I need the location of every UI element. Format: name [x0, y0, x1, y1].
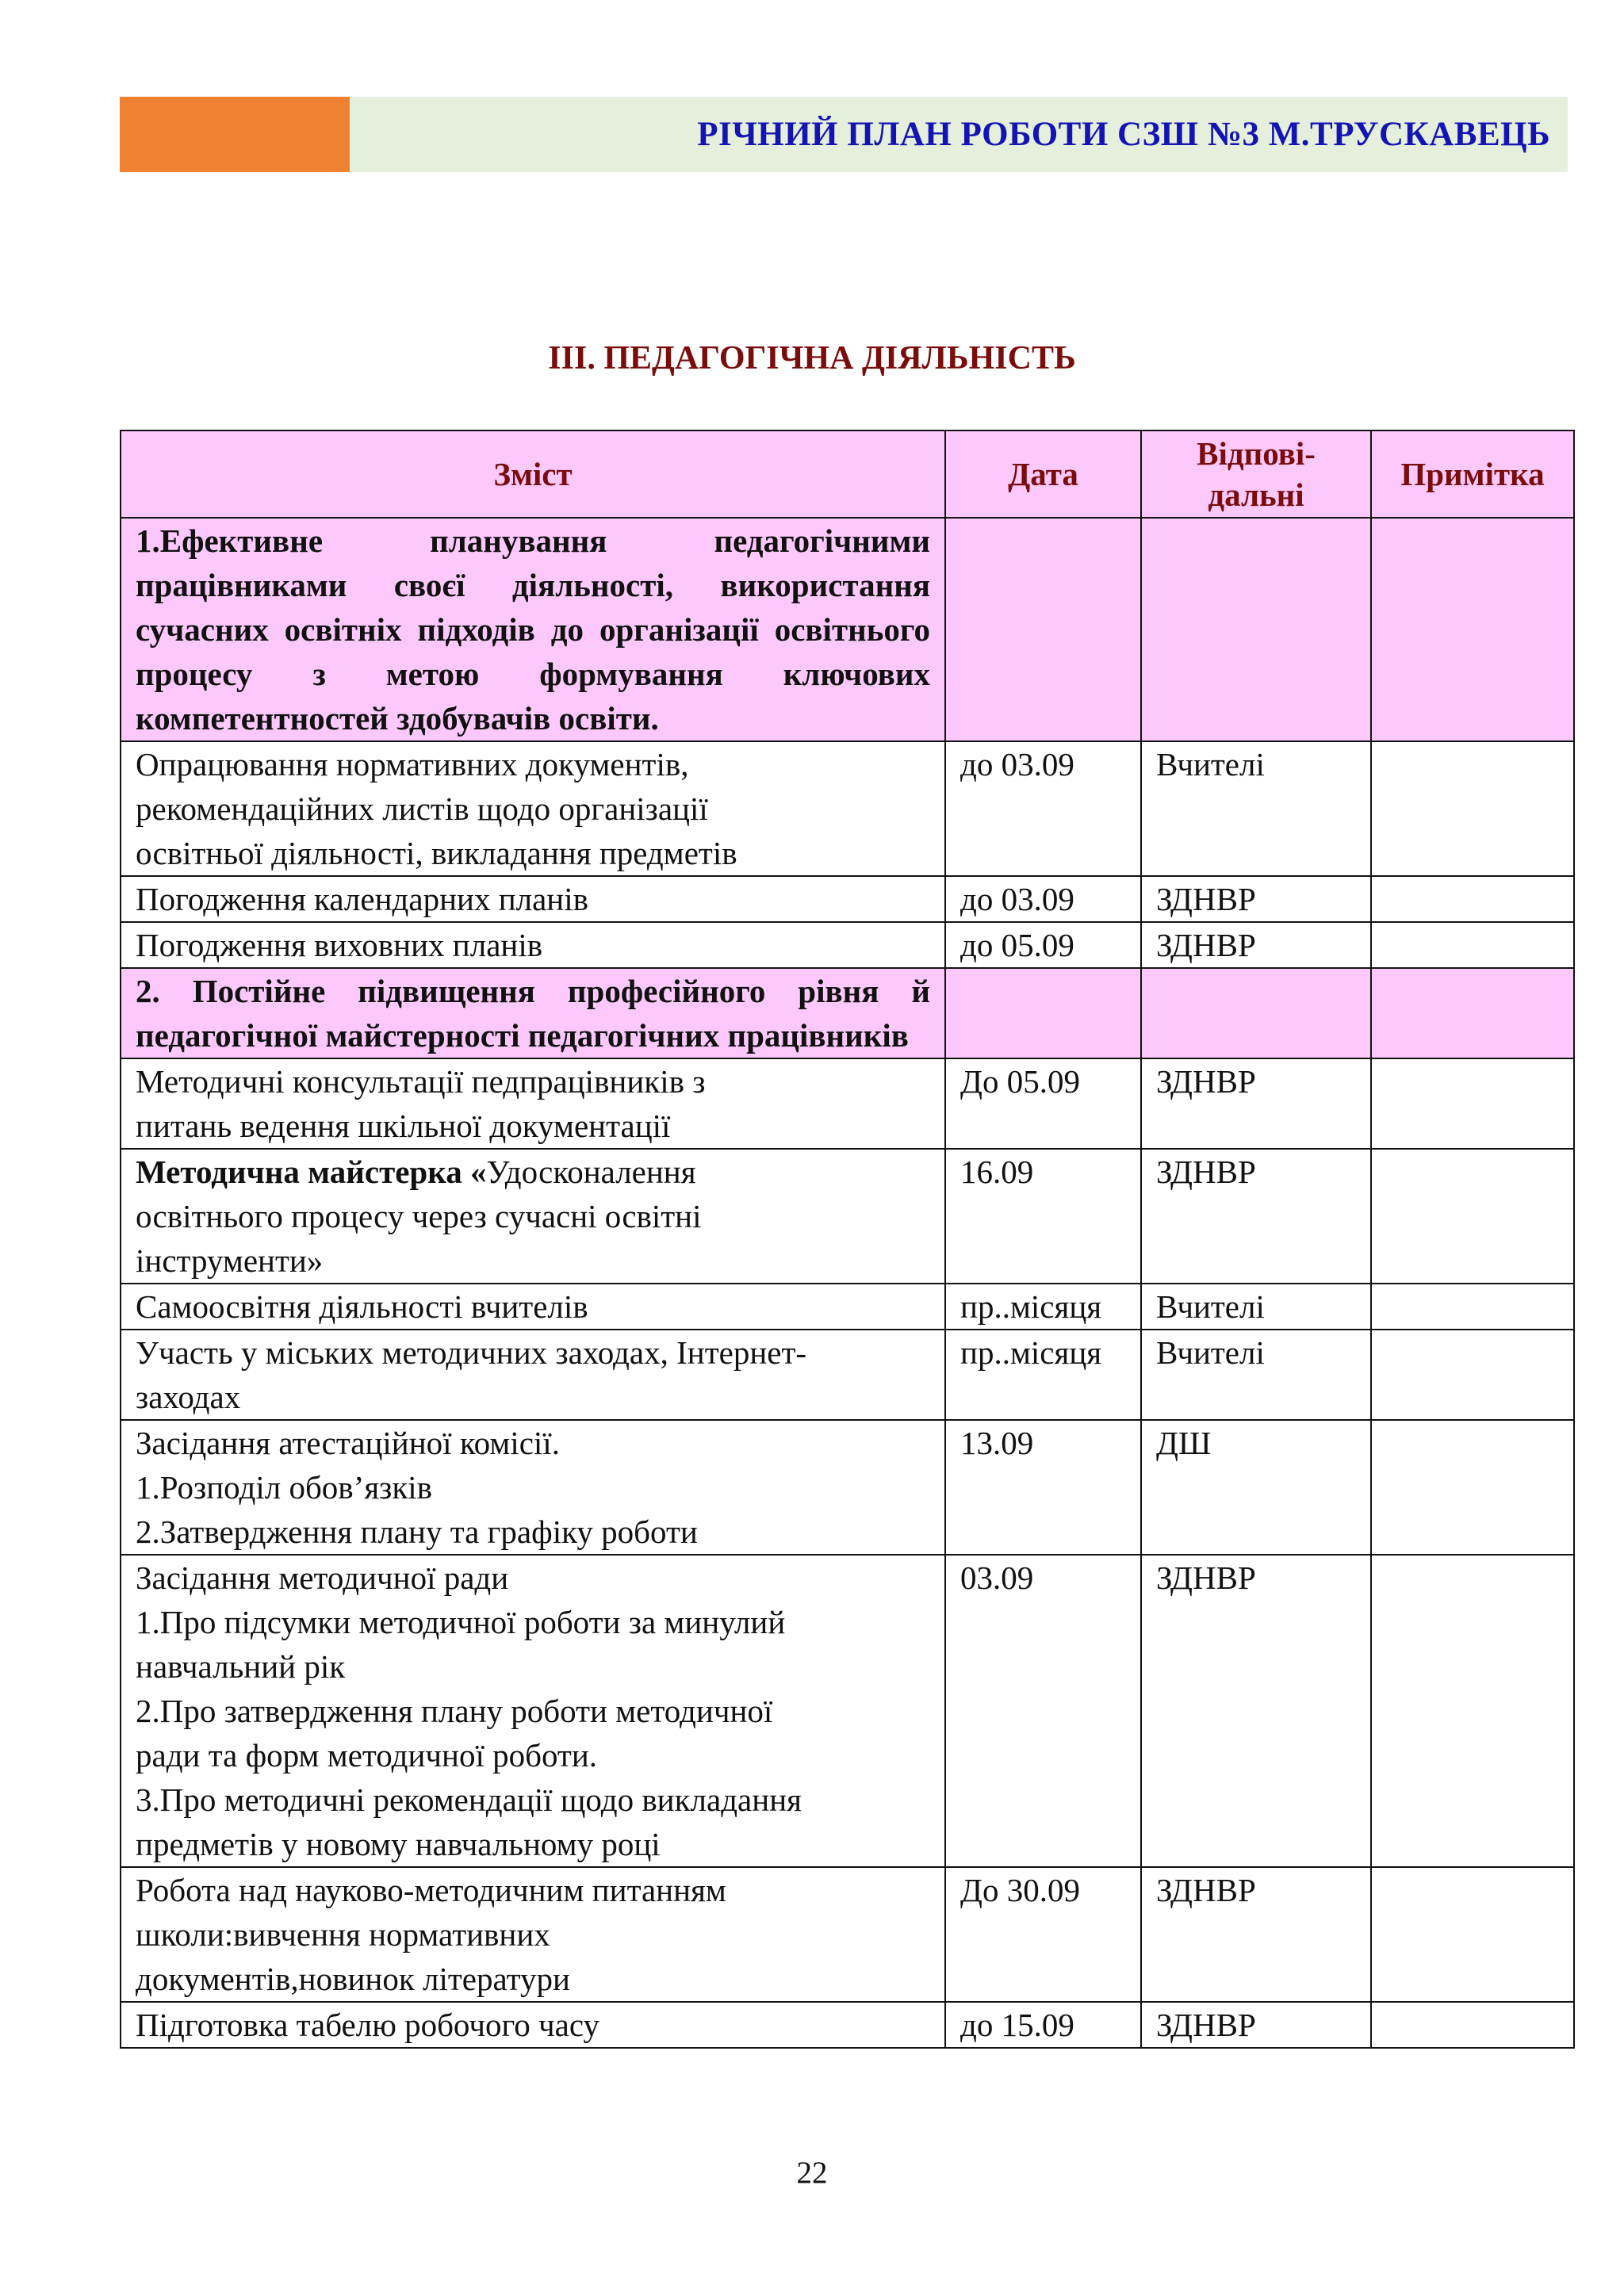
cell-content: 1.Ефективне планування педагогічними працівниками своєї діяльності, використання сучасних освітніх підходів до організації освітнього процесу з метою формування ключових компетентностей здобувачів освіти. — [121, 518, 945, 741]
cell-date: До 30.09 — [945, 1867, 1141, 2002]
table-row — [121, 876, 1574, 922]
cell-content-line: 1.Розподіл обов’язків — [136, 1469, 433, 1506]
cell-date: пр..місяця — [945, 1330, 1141, 1420]
cell-note — [1371, 1555, 1574, 1867]
plan-table-body — [121, 518, 1574, 2048]
cell-content-line: 2.Про затвердження плану роботи методичної — [136, 1693, 773, 1729]
cell-content-line: школи:вивчення нормативних — [136, 1916, 550, 1953]
column-header-note: Примітка — [1371, 430, 1574, 518]
cell-content-line: питань ведення шкільної документації — [136, 1108, 671, 1144]
cell-responsible: Вчителі — [1141, 741, 1371, 876]
header-title-box — [350, 97, 1568, 172]
header-title: РІЧНИЙ ПЛАН РОБОТИ СЗШ №3 М.ТРУСКАВЕЦЬ — [697, 116, 1550, 153]
cell-content-line: документів,новинок літератури — [136, 1961, 570, 1997]
cell-date: 16.09 — [945, 1149, 1141, 1284]
cell-content — [121, 1149, 945, 1284]
cell-content-line: Погодження виховних планів — [136, 927, 543, 963]
cell-content — [121, 1284, 945, 1330]
cell-note — [1371, 741, 1574, 876]
plan-table — [120, 430, 1575, 2049]
cell-date: до 15.09 — [945, 2002, 1141, 2048]
cell-content-line — [136, 1150, 930, 1194]
column-header-responsible-line2: дальні — [1208, 476, 1304, 513]
cell-content-line: навчальний рік — [136, 1648, 346, 1685]
cell-content-line: Опрацювання нормативних документів, — [136, 746, 689, 783]
cell-content — [121, 922, 945, 968]
cell-responsible: ЗДНВР — [1141, 1867, 1371, 2002]
table-row — [121, 1284, 1574, 1330]
cell-content — [121, 2002, 945, 2048]
cell-responsible: ЗДНВР — [1141, 1555, 1371, 1867]
cell-content-line: освітньої діяльності, викладання предметів — [136, 835, 737, 871]
cell-content-line: 2.Затвердження плану та графіку роботи — [136, 1513, 698, 1550]
section-title: ІІІ. ПЕДАГОГІЧНА ДІЯЛЬНІСТЬ — [548, 340, 1076, 377]
cell-responsible: ЗДНВР — [1141, 1058, 1371, 1149]
cell-content: 2. Постійне підвищення професійного рівня й педагогічної майстерності педагогічних працівників — [121, 968, 945, 1058]
table-section-row — [121, 518, 1574, 741]
page-number: 22 — [796, 2156, 828, 2190]
cell-content-line: Засідання атестаційної комісії. — [136, 1425, 560, 1461]
column-header-content: Зміст — [121, 430, 945, 518]
cell-date: до 03.09 — [945, 876, 1141, 922]
cell-date: до 03.09 — [945, 741, 1141, 876]
cell-content-line: Самоосвітня діяльності вчителів — [136, 1288, 588, 1325]
cell-note — [1371, 1284, 1574, 1330]
cell-content — [121, 876, 945, 922]
cell-date: до 05.09 — [945, 922, 1141, 968]
cell-note — [1371, 1867, 1574, 2002]
table-row — [121, 922, 1574, 968]
cell-responsible — [1141, 968, 1371, 1058]
column-header-responsible — [1141, 430, 1371, 518]
cell-content — [121, 1420, 945, 1555]
table-row — [121, 1555, 1574, 1867]
cell-content-line: інструменти» — [136, 1242, 324, 1279]
cell-note — [1371, 2002, 1574, 2048]
header-bar — [120, 97, 1568, 172]
cell-content — [121, 1330, 945, 1420]
cell-content-line: Підготовка табелю робочого часу — [136, 2007, 600, 2043]
cell-content-text: Удосконалення — [486, 1154, 696, 1190]
cell-content-lead: Методична майстерка « — [136, 1154, 487, 1190]
cell-note — [1371, 922, 1574, 968]
table-row — [121, 1330, 1574, 1420]
cell-content-line: предметів у новому навчальному році — [136, 1826, 661, 1862]
cell-content-line: 3.Про методичні рекомендації щодо викладання — [136, 1781, 802, 1818]
cell-date: 03.09 — [945, 1555, 1141, 1867]
header-accent-block — [120, 97, 350, 172]
table-row — [121, 2002, 1574, 2048]
cell-date — [945, 518, 1141, 741]
cell-content-line: ради та форм методичної роботи. — [136, 1737, 598, 1774]
table-row — [121, 1149, 1574, 1284]
cell-note — [1371, 1420, 1574, 1555]
cell-content — [121, 1058, 945, 1149]
cell-responsible: ЗДНВР — [1141, 2002, 1371, 2048]
cell-date: 13.09 — [945, 1420, 1141, 1555]
cell-content-line: Методичні консультації педпрацівників з — [136, 1063, 706, 1100]
cell-note — [1371, 518, 1574, 741]
cell-responsible — [1141, 518, 1371, 741]
cell-responsible: ЗДНВР — [1141, 922, 1371, 968]
cell-date: пр..місяця — [945, 1284, 1141, 1330]
cell-content-line: Погодження календарних планів — [136, 881, 588, 917]
cell-note — [1371, 968, 1574, 1058]
cell-content — [121, 1867, 945, 2002]
table-header-row — [121, 430, 1574, 518]
table-row — [121, 1420, 1574, 1555]
cell-responsible: ЗДНВР — [1141, 876, 1371, 922]
table-row — [121, 1058, 1574, 1149]
cell-date — [945, 968, 1141, 1058]
cell-content-line: заходах — [136, 1379, 241, 1415]
cell-content-line: рекомендаційних листів щодо організації — [136, 790, 708, 827]
column-header-date: Дата — [945, 430, 1141, 518]
cell-content-line: Засідання методичної ради — [136, 1559, 509, 1596]
cell-content-line: освітнього процесу через сучасні освітні — [136, 1198, 702, 1234]
cell-responsible: Вчителі — [1141, 1330, 1371, 1420]
cell-date: До 05.09 — [945, 1058, 1141, 1149]
cell-content — [121, 741, 945, 876]
cell-responsible: ЗДНВР — [1141, 1149, 1371, 1284]
table-section-row — [121, 968, 1574, 1058]
table-row — [121, 1867, 1574, 2002]
column-header-responsible-line1: Відпові- — [1197, 435, 1316, 472]
cell-content — [121, 1555, 945, 1867]
cell-content-line: 1.Про підсумки методичної роботи за минулий — [136, 1604, 786, 1640]
cell-note — [1371, 1330, 1574, 1420]
cell-note — [1371, 1149, 1574, 1284]
cell-content-line: Участь у міських методичних заходах, Інтернет- — [136, 1334, 807, 1371]
cell-responsible: Вчителі — [1141, 1284, 1371, 1330]
cell-note — [1371, 876, 1574, 922]
cell-note — [1371, 1058, 1574, 1149]
cell-responsible: ДШ — [1141, 1420, 1371, 1555]
table-row — [121, 741, 1574, 876]
cell-content-line: Робота над науково-методичним питанням — [136, 1872, 726, 1908]
